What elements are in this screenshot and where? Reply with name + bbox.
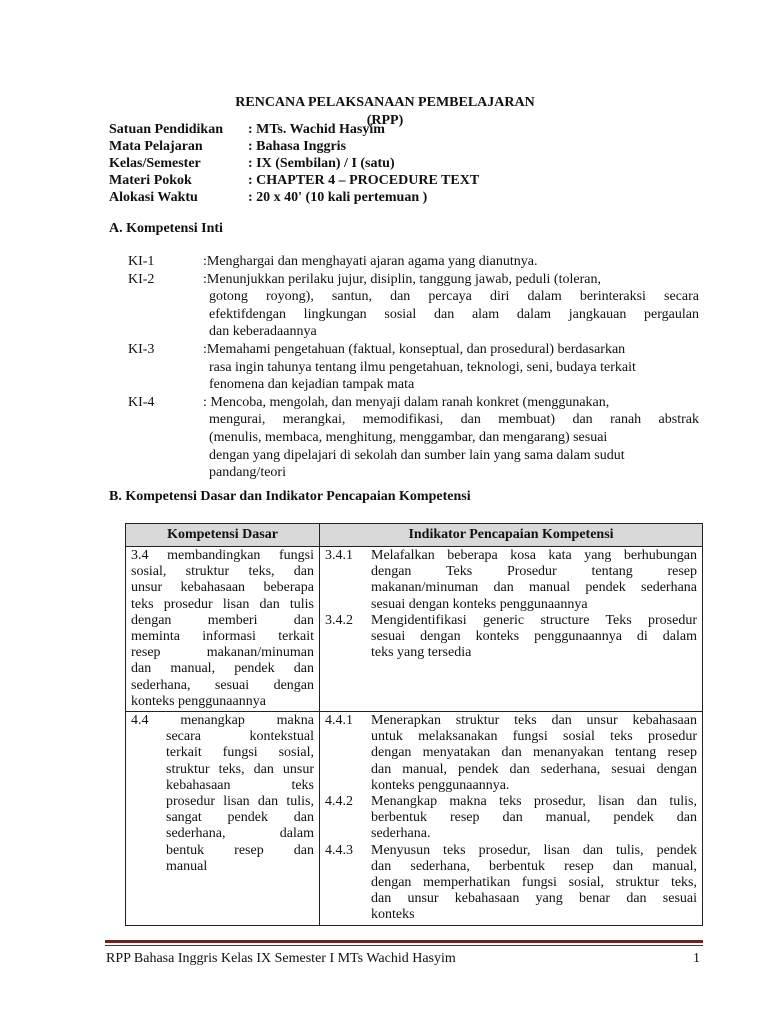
kd-cell xyxy=(126,547,320,712)
footer-rule-thin xyxy=(105,945,703,946)
kd-line: dengan memberi dan xyxy=(131,612,314,628)
page-number: 1 xyxy=(693,951,700,966)
indicator-line: dengan memperhatikan fungsi sosial, struktur teks, xyxy=(371,875,697,891)
indicator-line: untuk melaksanakan fungsi sosial teks prosedur xyxy=(371,729,697,745)
kd-line: teks prosedur lisan dan tulis xyxy=(131,596,314,612)
kd-line: sosial, struktur teks, dan xyxy=(131,564,314,580)
kd-line: 4.4 menangkap makna xyxy=(131,713,314,729)
document-title: RENCANA PELAKSANAAN PEMBELAJARAN xyxy=(235,95,535,110)
footer-rule xyxy=(105,940,703,943)
identity-label: Mata Pelajaran xyxy=(109,139,203,154)
indicator-number: 4.4.3 xyxy=(325,842,353,858)
section-a-heading: A. Kompetensi Inti xyxy=(109,221,223,236)
identity-value: : Bahasa Inggris xyxy=(248,139,347,154)
table-header-kd: Kompetensi Dasar xyxy=(126,524,320,547)
identity-label: Kelas/Semester xyxy=(109,156,201,171)
ki-text-line: :Menghargai dan menghayati ajaran agama yang dianutnya. xyxy=(203,254,538,269)
indicator-item xyxy=(325,713,697,794)
ki-item xyxy=(128,394,700,482)
indicator-list xyxy=(320,712,702,925)
kd-line: resep makanan/minuman xyxy=(131,645,314,661)
ki-text-line: dan keberadaannya xyxy=(209,324,317,340)
identity-value: : CHAPTER 4 – PROCEDURE TEXT xyxy=(248,173,480,188)
kompetensi-inti-list xyxy=(128,253,700,482)
indicator-line: konteks penggunaannya. xyxy=(371,777,510,793)
kd-line: sangat pendek dan xyxy=(166,810,314,826)
identity-row xyxy=(109,139,629,156)
ki-text-line: :Menunjukkan perilaku jujur, disiplin, tanggung jawab, peduli (toleran, xyxy=(203,271,601,287)
indicator-item xyxy=(325,843,697,924)
indicator-cell xyxy=(320,712,703,926)
ki-text-line: efektifdengan lingkungan sosial dan alam dalam jangkauan pergaulan xyxy=(209,306,699,322)
document-subtitle: (RPP) xyxy=(366,113,404,128)
indicator-number: 3.4.1 xyxy=(325,548,353,563)
indicator-item xyxy=(325,794,697,843)
ki-text-line: pandang/teori xyxy=(209,465,286,481)
kd-line: 3.4 membandingkan fungsi xyxy=(131,548,314,563)
identity-row xyxy=(109,156,629,173)
indicator-text xyxy=(371,843,697,924)
ki-text-line: :Memahami pengetahuan (faktual, konseptual, dan prosedural) berdasarkan xyxy=(203,341,626,357)
kd-indicator-table xyxy=(125,523,703,926)
kd-text xyxy=(126,712,319,876)
ki-code: KI-1 xyxy=(128,254,155,269)
table-row xyxy=(126,712,703,926)
indicator-line: berbentuk resep dan manual, pendek dan xyxy=(371,810,697,826)
indicator-cell xyxy=(320,547,703,712)
indicator-line: dan manual, pendek dan sederhana, sesuai dengan xyxy=(371,761,697,777)
identity-label: Materi Pokok xyxy=(109,173,192,188)
ki-text-line: dengan yang dipelajari di sekolah dan sumber lain yang sama dalam sudut xyxy=(209,447,625,463)
kd-text xyxy=(126,547,319,711)
footer-text: RPP Bahasa Inggris Kelas IX Semester I MTs Wachid Hasyim xyxy=(106,951,456,966)
ki-code: KI-2 xyxy=(128,271,155,287)
identity-value: : IX (Sembilan) / I (satu) xyxy=(248,156,395,171)
table-header-indicator: Indikator Pencapaian Kompetensi xyxy=(320,524,703,547)
ki-text-line: mengurai, merangkai, memodifikasi, dan membuat) dan ranah abstrak xyxy=(209,412,699,428)
ki-text-line: rasa ingin tahunya tentang ilmu pengetahuan, teknologi, seni, budaya terkait xyxy=(209,359,636,375)
table-body xyxy=(126,547,703,926)
kd-line: kebahasaan teks xyxy=(166,777,314,793)
ki-item xyxy=(128,253,700,271)
identity-row xyxy=(109,122,629,139)
section-b-heading: B. Kompetensi Dasar dan Indikator Pencapaian Kompetensi xyxy=(109,489,471,504)
ki-text-line: (menulis, membaca, menghitung, menggambar, dan mengarang) sesuai xyxy=(209,429,608,445)
indicator-item xyxy=(325,613,697,662)
kd-line: prosedur lisan dan tulis, xyxy=(166,794,314,810)
indicator-line: Mengidentifikasi generic structure Teks prosedur xyxy=(371,612,697,628)
indicator-number: 4.4.2 xyxy=(325,794,353,810)
kd-line: bentuk resep dan xyxy=(166,842,314,858)
indicator-line: dengan Teks Prosedur tentang resep xyxy=(371,564,697,580)
identity-block xyxy=(109,122,629,207)
indicator-line: Melafalkan beberapa kosa kata yang berhubungan xyxy=(371,548,697,563)
indicator-line: Menyusun teks prosedur, lisan dan tulis, pendek xyxy=(371,842,697,858)
kd-line: unsur kebahasaan beberapa xyxy=(131,580,314,596)
indicator-line: dan unsur kebahasaan yang benar dan sesuai xyxy=(371,891,697,907)
kd-line: konteks penggunaannya xyxy=(131,693,266,709)
indicator-line: sesuai dengan konteks penggunaannya di dalam xyxy=(371,629,697,645)
table-row xyxy=(126,547,703,712)
ki-code: KI-4 xyxy=(128,394,155,410)
kd-line: sederhana, sesuai dengan xyxy=(131,677,314,693)
indicator-text xyxy=(371,613,697,662)
kd-line: manual xyxy=(166,858,208,874)
ki-text-line: gotong royong), santun, dan percaya diri dalam berinteraksi secara xyxy=(209,289,699,305)
ki-text-line: fenomena dan kejadian tampak mata xyxy=(209,377,415,393)
indicator-text xyxy=(371,713,697,794)
kd-line: struktur teks, dan unsur xyxy=(166,761,314,777)
indicator-line: dengan menyatakan dan menanyakan tentang resep xyxy=(371,745,697,761)
indicator-line: sederhana. xyxy=(371,826,431,842)
indicator-line: makanan/minuman dan manual pendek sederhana xyxy=(371,580,697,596)
kd-line: terkait fungsi sosial, xyxy=(166,745,314,761)
indicator-text xyxy=(371,548,697,613)
indicator-line: teks yang tersedia xyxy=(371,645,472,661)
identity-label: Alokasi Waktu xyxy=(109,190,198,205)
indicator-number: 3.4.2 xyxy=(325,612,353,628)
kd-line: dan manual, pendek dan xyxy=(131,661,314,677)
kd-line: secara kontekstual xyxy=(166,729,314,745)
ki-item xyxy=(128,271,700,341)
identity-value: : 20 x 40' (10 kali pertemuan ) xyxy=(248,190,428,205)
indicator-line: dan sederhana, berbentuk resep dan manual, xyxy=(371,858,697,874)
indicator-list xyxy=(320,547,702,662)
indicator-text xyxy=(371,794,697,843)
indicator-line: Menerapkan struktur teks dan unsur kebahasaan xyxy=(371,713,697,729)
indicator-line: Menangkap makna teks prosedur, lisan dan tulis, xyxy=(371,794,697,810)
indicator-number: 4.4.1 xyxy=(325,713,353,729)
indicator-line: sesuai dengan konteks penggunaannya xyxy=(371,596,588,612)
ki-item xyxy=(128,341,700,394)
identity-row xyxy=(109,190,629,207)
kd-line: sederhana, dalam xyxy=(166,826,314,842)
indicator-item xyxy=(325,548,697,613)
kd-line: meminta informasi terkait xyxy=(131,629,314,645)
ki-text-line: : Mencoba, mengolah, dan menyaji dalam ranah konkret (menggunakan, xyxy=(203,394,610,410)
ki-code: KI-3 xyxy=(128,341,155,357)
identity-label: Satuan Pendidikan xyxy=(109,122,223,137)
kd-cell xyxy=(126,712,320,926)
identity-row xyxy=(109,173,629,190)
identity-value: : MTs. Wachid Hasyim xyxy=(248,122,385,137)
indicator-line: konteks xyxy=(371,907,415,923)
